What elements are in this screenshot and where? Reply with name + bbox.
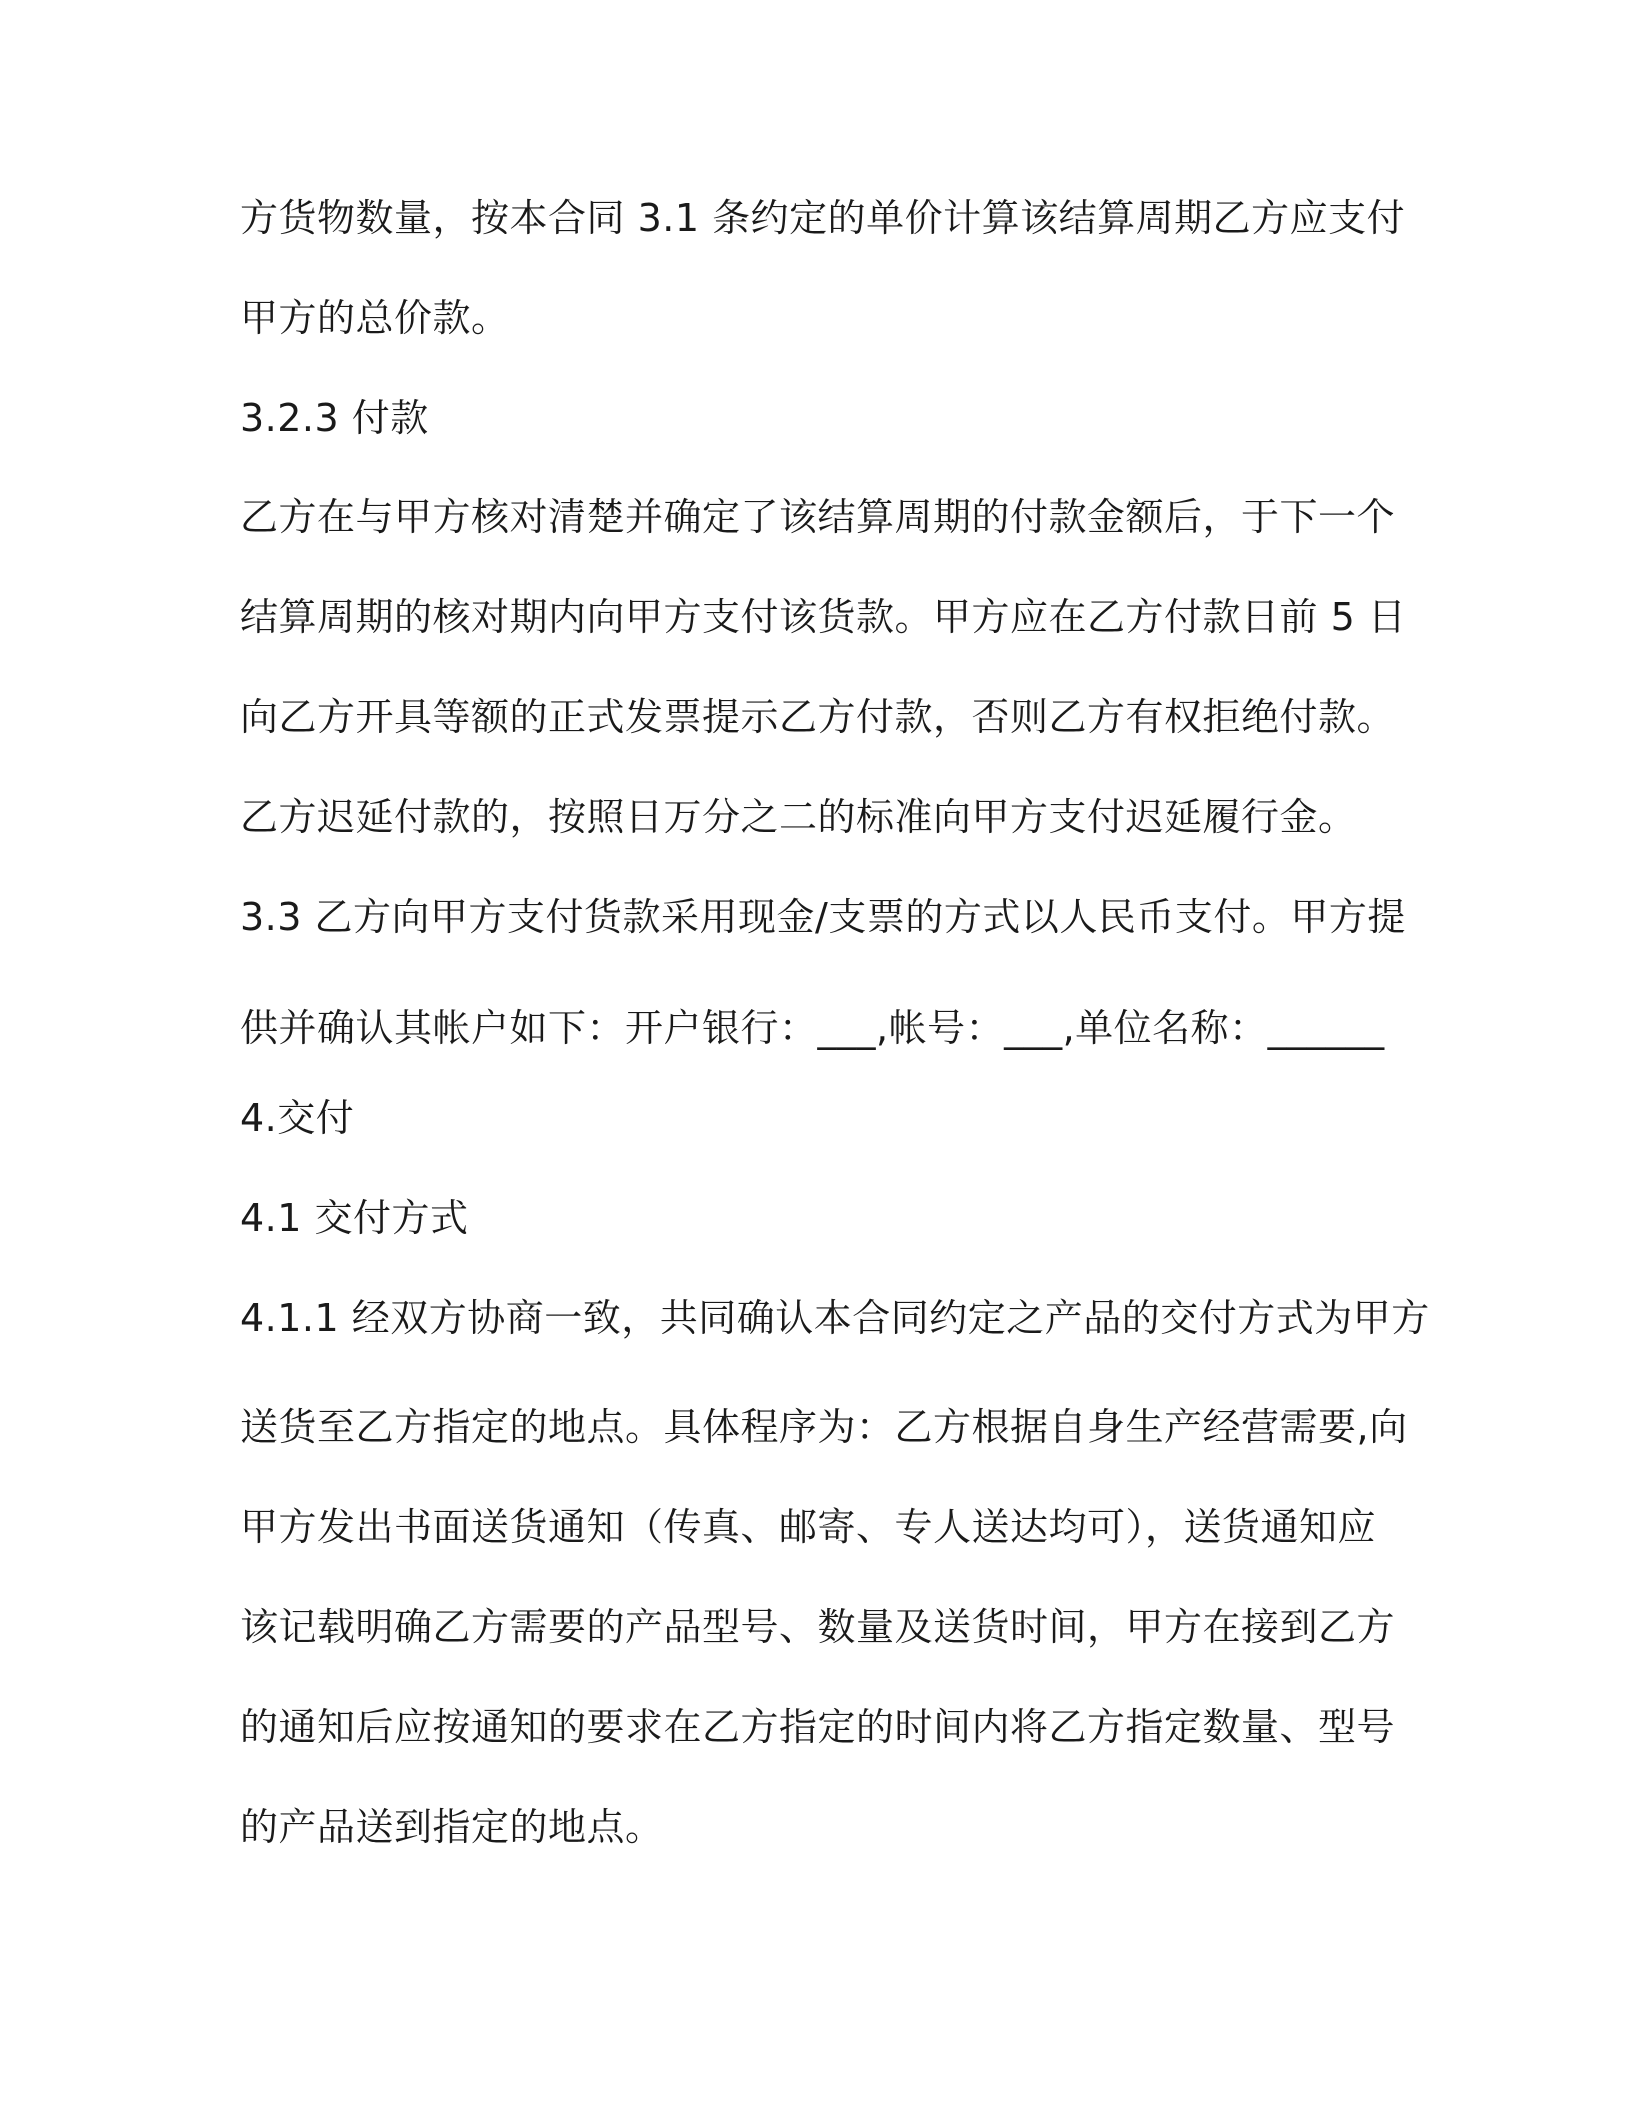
text-line-payment-period: 结算周期的核对期内向甲方支付该货款。甲方应在乙方付款日前 5 日 [240, 595, 1407, 639]
text-line-payment-amount: 乙方在与甲方核对清楚并确定了该结算周期的付款金额后，于下一个 [240, 495, 1396, 539]
text-line-account-info: 供并确认其帐户如下：开户银行：___,帐号：___,单位名称：______ [240, 1006, 1385, 1050]
text-line-total-price: 甲方的总价款。 [240, 296, 510, 340]
section-line-3-3: 3.3 乙方向甲方支付货款采用现金/支票的方式以人民币支付。甲方提 [240, 895, 1406, 939]
text-line-delivery-requirement: 的通知后应按通知的要求在乙方指定的时间内将乙方指定数量、型号 [240, 1705, 1396, 1749]
section-line-4-1-1: 4.1.1 经双方协商一致，共同确认本合同约定之产品的交付方式为甲方 [240, 1296, 1430, 1340]
text-line-delivery-location: 送货至乙方指定的地点。具体程序为：乙方根据自身生产经营需要,向 [240, 1405, 1408, 1449]
text-line-notice-content: 该记载明确乙方需要的产品型号、数量及送货时间，甲方在接到乙方 [240, 1605, 1396, 1649]
section-heading-3-2-3: 3.2.3 付款 [240, 396, 429, 440]
text-line-invoice: 向乙方开具等额的正式发票提示乙方付款，否则乙方有权拒绝付款。 [240, 695, 1396, 739]
text-line-delivery-notice: 甲方发出书面送货通知（传真、邮寄、专人送达均可），送货通知应 [240, 1505, 1377, 1549]
text-line-delivery-destination: 的产品送到指定的地点。 [240, 1805, 664, 1849]
section-heading-4: 4.交付 [240, 1096, 355, 1140]
text-line-goods-quantity: 方货物数量，按本合同 3.1 条约定的单价计算该结算周期乙方应支付 [240, 196, 1406, 240]
text-line-late-payment: 乙方迟延付款的，按照日万分之二的标准向甲方支付迟延履行金。 [240, 795, 1357, 839]
section-heading-4-1: 4.1 交付方式 [240, 1196, 469, 1240]
